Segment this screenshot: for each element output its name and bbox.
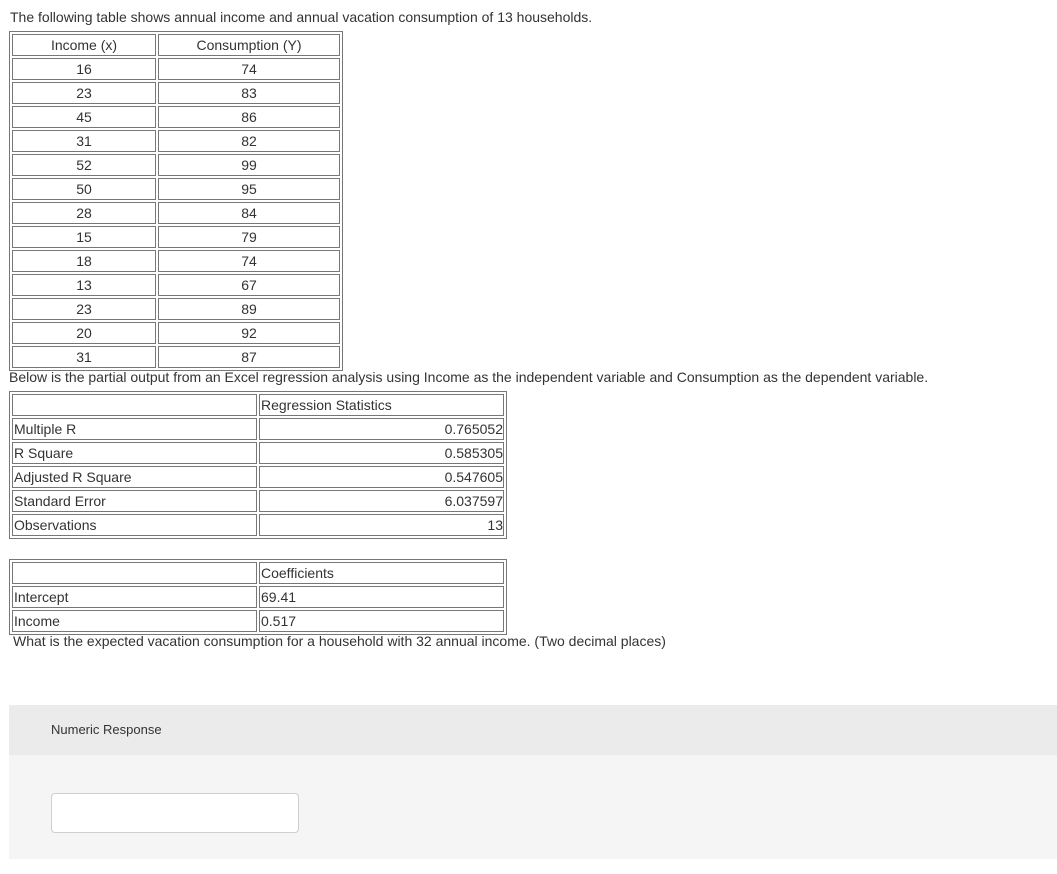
table-row xyxy=(12,274,340,296)
table-row xyxy=(12,202,340,224)
income-cell: 52 xyxy=(12,154,156,176)
numeric-response-input[interactable] xyxy=(51,793,299,833)
table-row xyxy=(12,154,340,176)
table-row xyxy=(12,466,504,488)
table-row xyxy=(12,586,504,608)
stat-label: Observations xyxy=(12,514,257,536)
consumption-cell: 84 xyxy=(158,202,340,224)
table-row xyxy=(12,442,504,464)
table-row xyxy=(12,298,340,320)
coefficient-value: 0.517 xyxy=(259,610,504,632)
consumption-cell: 87 xyxy=(158,346,340,368)
empty-header-cell xyxy=(12,562,257,584)
consumption-cell: 86 xyxy=(158,106,340,128)
stat-label: Standard Error xyxy=(12,490,257,512)
column-header-income: Income (x) xyxy=(12,34,156,56)
income-cell: 13 xyxy=(12,274,156,296)
stat-label: Adjusted R Square xyxy=(12,466,257,488)
numeric-response-panel xyxy=(9,705,1057,859)
table-row xyxy=(12,610,504,632)
income-cell: 20 xyxy=(12,322,156,344)
income-cell: 45 xyxy=(12,106,156,128)
table-header-row xyxy=(12,562,504,584)
stat-label: R Square xyxy=(12,442,257,464)
income-cell: 23 xyxy=(12,298,156,320)
income-cell: 28 xyxy=(12,202,156,224)
income-cell: 15 xyxy=(12,226,156,248)
table-row xyxy=(12,82,340,104)
consumption-cell: 92 xyxy=(158,322,340,344)
table-header-row xyxy=(12,34,340,56)
stat-value: 13 xyxy=(259,514,504,536)
table-row xyxy=(12,130,340,152)
income-cell: 31 xyxy=(12,346,156,368)
consumption-cell: 95 xyxy=(158,178,340,200)
income-cell: 31 xyxy=(12,130,156,152)
consumption-cell: 79 xyxy=(158,226,340,248)
income-cell: 50 xyxy=(12,178,156,200)
table-row xyxy=(12,250,340,272)
table-row xyxy=(12,346,340,368)
consumption-cell: 83 xyxy=(158,82,340,104)
response-header xyxy=(9,705,1057,755)
stat-value: 0.585305 xyxy=(259,442,504,464)
data-table xyxy=(9,31,343,371)
regression-statistics-header: Regression Statistics xyxy=(259,394,504,416)
coefficient-value: 69.41 xyxy=(259,586,504,608)
coefficients-header: Coefficients xyxy=(259,562,504,584)
table-row xyxy=(12,514,504,536)
stat-value: 6.037597 xyxy=(259,490,504,512)
question-ask: What is the expected vacation consumption for a household with 32 annual income. (Two decimal places) xyxy=(13,633,666,649)
coefficient-label: Intercept xyxy=(12,586,257,608)
table-row xyxy=(12,226,340,248)
table-row xyxy=(12,322,340,344)
coefficients-table xyxy=(9,559,507,635)
table-row xyxy=(12,490,504,512)
regression-intro: Below is the partial output from an Excel regression analysis using Income as the independent variable and Consumption as the dependent variable. xyxy=(9,369,929,385)
regression-statistics-table xyxy=(9,391,507,539)
question-intro: The following table shows annual income and annual vacation consumption of 13 households. xyxy=(10,9,593,25)
table-row xyxy=(12,106,340,128)
consumption-cell: 74 xyxy=(158,58,340,80)
consumption-cell: 67 xyxy=(158,274,340,296)
table-header-row xyxy=(12,394,504,416)
consumption-cell: 82 xyxy=(158,130,340,152)
response-label: Numeric Response xyxy=(51,722,162,737)
coefficient-label: Income xyxy=(12,610,257,632)
consumption-cell: 74 xyxy=(158,250,340,272)
stat-value: 0.765052 xyxy=(259,418,504,440)
table-row xyxy=(12,178,340,200)
stat-value: 0.547605 xyxy=(259,466,504,488)
table-row xyxy=(12,58,340,80)
consumption-cell: 99 xyxy=(158,154,340,176)
stat-label: Multiple R xyxy=(12,418,257,440)
consumption-cell: 89 xyxy=(158,298,340,320)
income-cell: 16 xyxy=(12,58,156,80)
income-cell: 18 xyxy=(12,250,156,272)
income-cell: 23 xyxy=(12,82,156,104)
column-header-consumption: Consumption (Y) xyxy=(158,34,340,56)
table-row xyxy=(12,418,504,440)
empty-header-cell xyxy=(12,394,257,416)
